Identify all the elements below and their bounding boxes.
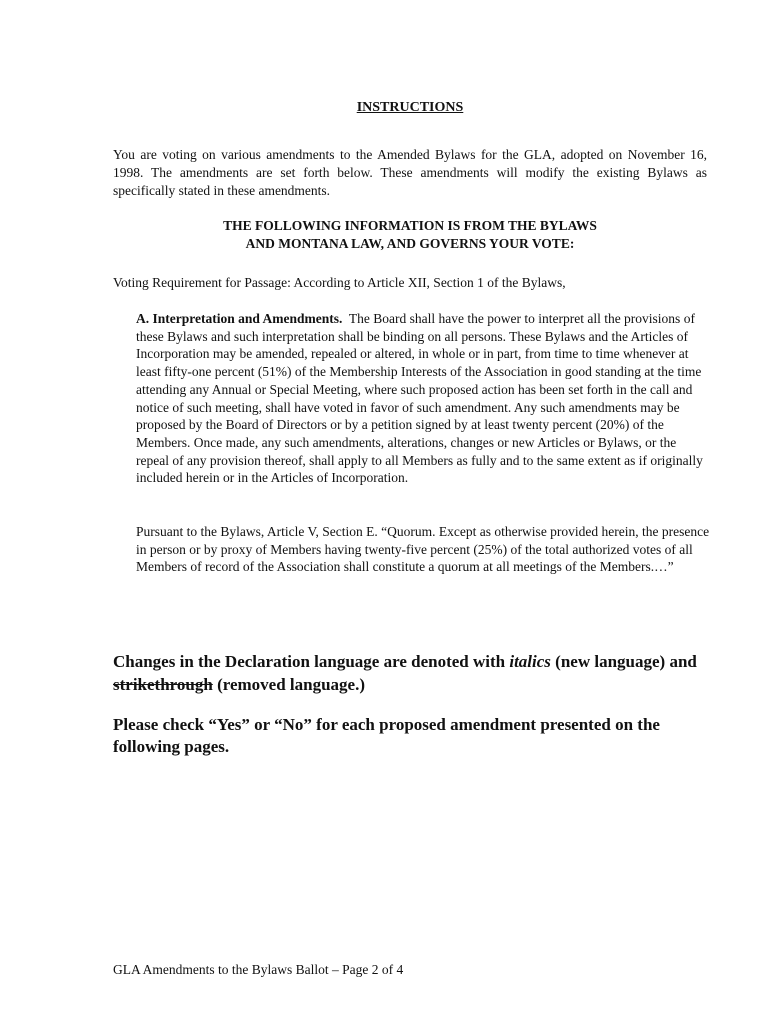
check-instruction: Please check “Yes” or “No” for each proposed amendment presented on the following pages. [113,715,660,756]
changes-text-1: Changes in the Declaration language are denoted with [113,652,506,671]
voting-requirement: Voting Requirement for Passage: According to Article XII, Section 1 of the Bylaws, [113,275,566,290]
changes-strikethrough: strikethrough [113,675,213,694]
changes-notice [113,650,713,696]
intro-paragraph: You are voting on various amendments to the Amended Bylaws for the GLA, adopted on November 16, 1998. The amendments are set forth below. These amendments will modify the existing Bylaws as specifically stated in these amendments. [113,147,707,198]
changes-text-3: (removed language.) [217,675,366,694]
governs-heading-line1: THE FOLLOWING INFORMATION IS FROM THE BYLAWS [223,218,597,233]
page-footer: GLA Amendments to the Bylaws Ballot – Page 2 of 4 [113,962,404,977]
changes-italics: italics [509,652,551,671]
governs-heading [113,217,707,253]
quorum-paragraph: Pursuant to the Bylaws, Article V, Section E. “Quorum. Except as otherwise provided herein, the presence in person or by proxy of Members having twenty-five percent (25%) of the total authorized votes of all Members of record of the Association shall constitute a quorum at all meetings of the Members.…” [136,524,710,575]
article-body: The Board shall have the power to interpret all the provisions of these Bylaws and such interpretation shall be binding on all persons. These Bylaws and the Articles of Incorporation may be amended, repealed or altered, in whole or in part, from time to time whenever at least fifty-one percent (51%) of the Membership Interests of the Association in good standing at the time attending any Annual or Special Meeting, where such proposed action has been set forth in the call and notice of such meeting, shall have voted in favor of such amendment. Any such amendments may be proposed by the Board of Directors or by a petition signed by at least twenty percent (20%) of the Members. Once made, any such amendments, alterations, changes or new Articles or Bylaws, or the repeal of any provision thereof, shall apply to all Members as fully and to the same extent as if originally included herein or in the Articles of Incorporation. [136,311,703,486]
article-lead: A. Interpretation and Amendments. [136,311,343,326]
page-title: INSTRUCTIONS [356,100,464,115]
governs-heading-line2: AND MONTANA LAW, AND GOVERNS YOUR VOTE: [245,236,575,251]
changes-text-2: (new language) and [555,652,697,671]
article-interpretation-amendments [136,310,706,487]
